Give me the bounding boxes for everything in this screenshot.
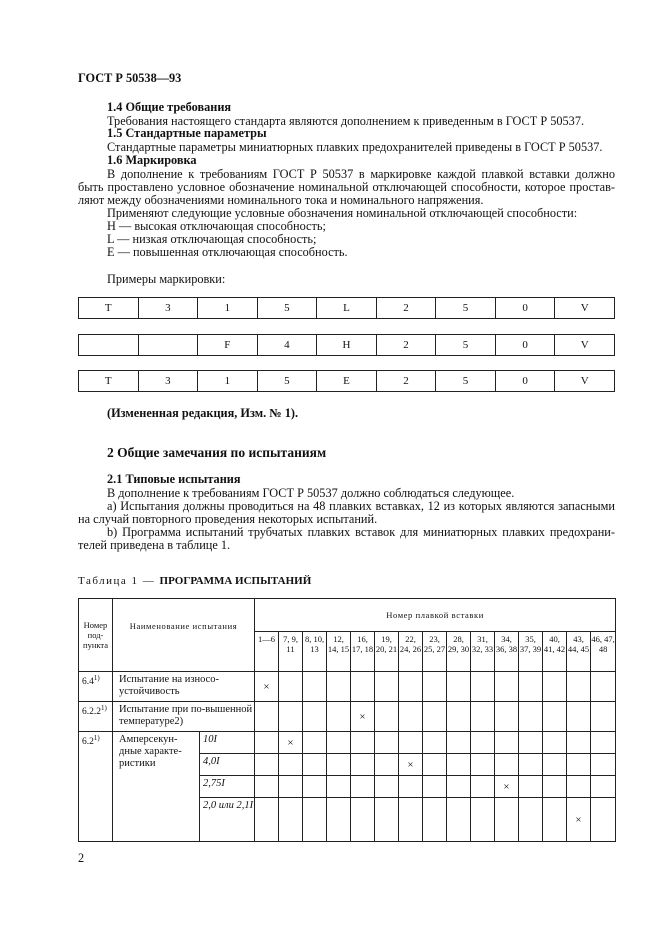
- clause-number-text: 6.2.2: [82, 707, 101, 718]
- marking-cell: V: [555, 298, 615, 319]
- empty-cell: [495, 754, 519, 776]
- empty-cell: [255, 798, 279, 842]
- empty-cell: [543, 732, 567, 754]
- marking-cell: V: [555, 371, 615, 392]
- empty-cell: [567, 672, 591, 702]
- empty-cell: [591, 702, 616, 732]
- fuse-range-header: 22, 24, 26: [399, 632, 423, 672]
- amendment-note: (Измененная редакция, Изм. № 1).: [107, 406, 299, 420]
- table-row: [79, 672, 616, 702]
- empty-cell: [327, 754, 351, 776]
- empty-cell: [423, 776, 447, 798]
- fuse-range-header: 7, 9, 11: [279, 632, 303, 672]
- document-header: ГОСТ Р 50538—93: [78, 71, 182, 85]
- fuse-range-header: 12, 14, 15: [327, 632, 351, 672]
- test-mark: ×: [255, 672, 279, 702]
- marking-cell: Т: [79, 371, 139, 392]
- fuse-range-header: 28, 29, 30: [447, 632, 471, 672]
- section-1-6-line3: ляют между обозначениями номинального тока и номинального напряжения.: [78, 193, 484, 207]
- empty-cell: [543, 702, 567, 732]
- section-1-5-title: 1.5 Стандартные параметры: [107, 126, 267, 140]
- section-2-1-text: В дополнение к требованиям ГОСТ Р 50537 должно соблюдаться следующее.: [107, 486, 515, 500]
- empty-cell: [375, 702, 399, 732]
- empty-cell: [591, 798, 616, 842]
- fuse-range-header: 16, 17, 18: [351, 632, 375, 672]
- fuse-range-header: 35, 37, 39: [519, 632, 543, 672]
- marking-cell: 0: [495, 335, 555, 356]
- header-fuse-number-col: Номер плавкой вставки: [255, 599, 616, 632]
- marking-cell: [79, 335, 139, 356]
- marking-cell: 0: [495, 298, 555, 319]
- page-number: 2: [78, 851, 85, 865]
- section-2-1-title: 2.1 Типовые испытания: [107, 472, 241, 486]
- marking-cell: 2: [376, 335, 436, 356]
- empty-cell: [423, 672, 447, 702]
- empty-cell: [327, 798, 351, 842]
- marking-cell: 5: [436, 371, 496, 392]
- empty-cell: [351, 732, 375, 754]
- empty-cell: [327, 776, 351, 798]
- item-a-line1: а) Испытания должны проводиться на 48 плавких вставках, 12 из которых являются запасными: [107, 499, 615, 513]
- empty-cell: [519, 776, 543, 798]
- marking-cell: 5: [436, 298, 496, 319]
- marking-cell: 2: [376, 371, 436, 392]
- marking-cell: 5: [257, 371, 317, 392]
- empty-cell: [471, 776, 495, 798]
- empty-cell: [375, 798, 399, 842]
- test-mark: ×: [399, 754, 423, 776]
- empty-cell: [591, 754, 616, 776]
- empty-cell: [447, 732, 471, 754]
- table-caption: [78, 574, 311, 589]
- section-1-6-title: 1.6 Маркировка: [107, 153, 197, 167]
- current-multiple: 10I: [200, 732, 255, 754]
- empty-cell: [495, 732, 519, 754]
- fuse-range-header: 8, 10, 13: [303, 632, 327, 672]
- test-mark: ×: [351, 702, 375, 732]
- table-row: [79, 702, 616, 732]
- marking-cell: V: [555, 335, 615, 356]
- marking-h: Н — высокая отключающая способность;: [107, 219, 326, 233]
- empty-cell: [327, 702, 351, 732]
- test-mark: ×: [279, 732, 303, 754]
- fuse-range-header: 40, 41, 42: [543, 632, 567, 672]
- empty-cell: [279, 798, 303, 842]
- test-program-table: [78, 598, 616, 842]
- empty-cell: [327, 672, 351, 702]
- empty-cell: [423, 798, 447, 842]
- empty-cell: [447, 798, 471, 842]
- empty-cell: [567, 702, 591, 732]
- empty-cell: [567, 754, 591, 776]
- section-1-6-line2: быть проставлено условное обозначение номинальной отключающей способности, которое простав-: [78, 180, 615, 194]
- marking-cell: L: [317, 298, 377, 319]
- empty-cell: [591, 732, 616, 754]
- footnote-ref: 1): [93, 674, 100, 682]
- empty-cell: [423, 702, 447, 732]
- section-1-6-line4: Применяют следующие условные обозначения номинальной отключающей способности:: [107, 206, 578, 220]
- empty-cell: [399, 672, 423, 702]
- marking-cell: 0: [495, 371, 555, 392]
- empty-cell: [399, 798, 423, 842]
- marking-cell: 3: [138, 298, 198, 319]
- section-1-5-text: Стандартные параметры миниатюрных плавких предохранителей приведены в ГОСТ Р 50537.: [107, 140, 603, 154]
- current-multiple: 4,0I: [200, 754, 255, 776]
- empty-cell: [303, 702, 327, 732]
- marking-cell: 5: [257, 298, 317, 319]
- empty-cell: [471, 732, 495, 754]
- empty-cell: [447, 754, 471, 776]
- empty-cell: [423, 754, 447, 776]
- empty-cell: [567, 732, 591, 754]
- clause-number: [79, 672, 113, 702]
- empty-cell: [543, 672, 567, 702]
- marking-cell: 1: [198, 298, 258, 319]
- empty-cell: [447, 776, 471, 798]
- clause-number: [79, 732, 113, 842]
- empty-cell: [495, 672, 519, 702]
- empty-cell: [279, 702, 303, 732]
- marking-e: Е — повышенная отключающая способность.: [107, 245, 348, 259]
- empty-cell: [303, 798, 327, 842]
- empty-cell: [351, 754, 375, 776]
- empty-cell: [543, 798, 567, 842]
- empty-cell: [447, 702, 471, 732]
- clause-number-text: 6.4: [82, 677, 94, 688]
- empty-cell: [519, 702, 543, 732]
- empty-cell: [519, 798, 543, 842]
- fuse-range-header: 43, 44, 45: [567, 632, 591, 672]
- empty-cell: [447, 672, 471, 702]
- empty-cell: [375, 776, 399, 798]
- section-2-title: 2 Общие замечания по испытаниям: [107, 445, 327, 460]
- marking-cell: 5: [436, 335, 496, 356]
- empty-cell: [255, 776, 279, 798]
- marking-cell: H: [317, 335, 377, 356]
- clause-number: [79, 702, 113, 732]
- fuse-range-header: 23, 25, 27: [423, 632, 447, 672]
- marking-cell: Е: [317, 371, 377, 392]
- empty-cell: [399, 702, 423, 732]
- empty-cell: [303, 732, 327, 754]
- fuse-range-header: 46, 47, 48: [591, 632, 616, 672]
- empty-cell: [375, 754, 399, 776]
- empty-cell: [351, 776, 375, 798]
- test-name: Амперсекун-дные характе-ристики: [113, 732, 200, 842]
- empty-cell: [543, 754, 567, 776]
- marking-cell: Т: [79, 298, 139, 319]
- empty-cell: [279, 776, 303, 798]
- fuse-range-header: 1—6: [255, 632, 279, 672]
- marking-cell: 3: [138, 371, 198, 392]
- item-b-line2: телей приведена в таблице 1.: [78, 538, 231, 552]
- empty-cell: [495, 798, 519, 842]
- header-name-col: Наименование испытания: [113, 599, 255, 672]
- empty-cell: [591, 776, 616, 798]
- empty-cell: [279, 672, 303, 702]
- current-multiple: 2,75I: [200, 776, 255, 798]
- table-caption-prefix: Таблица 1 —: [78, 575, 160, 587]
- current-multiple: 2,0 или 2,1I: [200, 798, 255, 842]
- test-mark: ×: [495, 776, 519, 798]
- marking-l: L — низкая отключающая способность;: [107, 232, 317, 246]
- empty-cell: [591, 672, 616, 702]
- empty-cell: [495, 702, 519, 732]
- empty-cell: [255, 732, 279, 754]
- header-number-col: Номер под-пункта: [79, 599, 113, 672]
- empty-cell: [471, 702, 495, 732]
- empty-cell: [351, 798, 375, 842]
- table-row: [79, 732, 616, 754]
- empty-cell: [279, 754, 303, 776]
- empty-cell: [375, 672, 399, 702]
- examples-label: Примеры маркировки:: [107, 272, 226, 286]
- fuse-range-header: 34, 36, 38: [495, 632, 519, 672]
- empty-cell: [303, 776, 327, 798]
- marking-cell: 4: [257, 335, 317, 356]
- marking-example-2: [78, 334, 615, 356]
- empty-cell: [519, 672, 543, 702]
- section-1-6-line1: В дополнение к требованиям ГОСТ Р 50537 в маркировке каждой плавкой вставки должно: [107, 167, 615, 181]
- empty-cell: [471, 798, 495, 842]
- empty-cell: [399, 776, 423, 798]
- empty-cell: [327, 732, 351, 754]
- marking-example-3: [78, 370, 615, 392]
- empty-cell: [303, 754, 327, 776]
- empty-cell: [519, 754, 543, 776]
- empty-cell: [303, 672, 327, 702]
- empty-cell: [351, 672, 375, 702]
- test-name: Испытание на износо-устойчивость: [113, 672, 255, 702]
- empty-cell: [423, 732, 447, 754]
- marking-cell: 1: [198, 371, 258, 392]
- fuse-range-header: 31, 32, 33: [471, 632, 495, 672]
- footnote-ref: 1): [101, 704, 107, 712]
- fuse-range-header: 19, 20, 21: [375, 632, 399, 672]
- item-b-line1: b) Программа испытаний трубчатых плавких вставок для миниатюрных плавких предохрани-: [107, 525, 615, 539]
- test-name: Испытание при по-вышенной температуре2): [113, 702, 255, 732]
- section-1-4-title: 1.4 Общие требования: [107, 100, 232, 114]
- marking-cell: 2: [376, 298, 436, 319]
- empty-cell: [399, 732, 423, 754]
- empty-cell: [255, 702, 279, 732]
- test-mark: ×: [567, 798, 591, 842]
- footnote-ref: 1): [93, 734, 100, 742]
- empty-cell: [519, 732, 543, 754]
- marking-cell: [138, 335, 198, 356]
- empty-cell: [471, 672, 495, 702]
- empty-cell: [567, 776, 591, 798]
- empty-cell: [543, 776, 567, 798]
- empty-cell: [375, 732, 399, 754]
- clause-number-text: 6.2: [82, 737, 94, 748]
- section-1-4-text: Требования настоящего стандарта являются дополнением к приведенным в ГОСТ Р 50537.: [107, 114, 585, 128]
- marking-example-1: [78, 297, 615, 319]
- item-a-line2: на случай повторного проведения некоторых испытаний.: [78, 512, 378, 526]
- table-caption-title: ПРОГРАММА ИСПЫТАНИЙ: [159, 575, 312, 587]
- empty-cell: [255, 754, 279, 776]
- marking-cell: F: [198, 335, 258, 356]
- empty-cell: [471, 754, 495, 776]
